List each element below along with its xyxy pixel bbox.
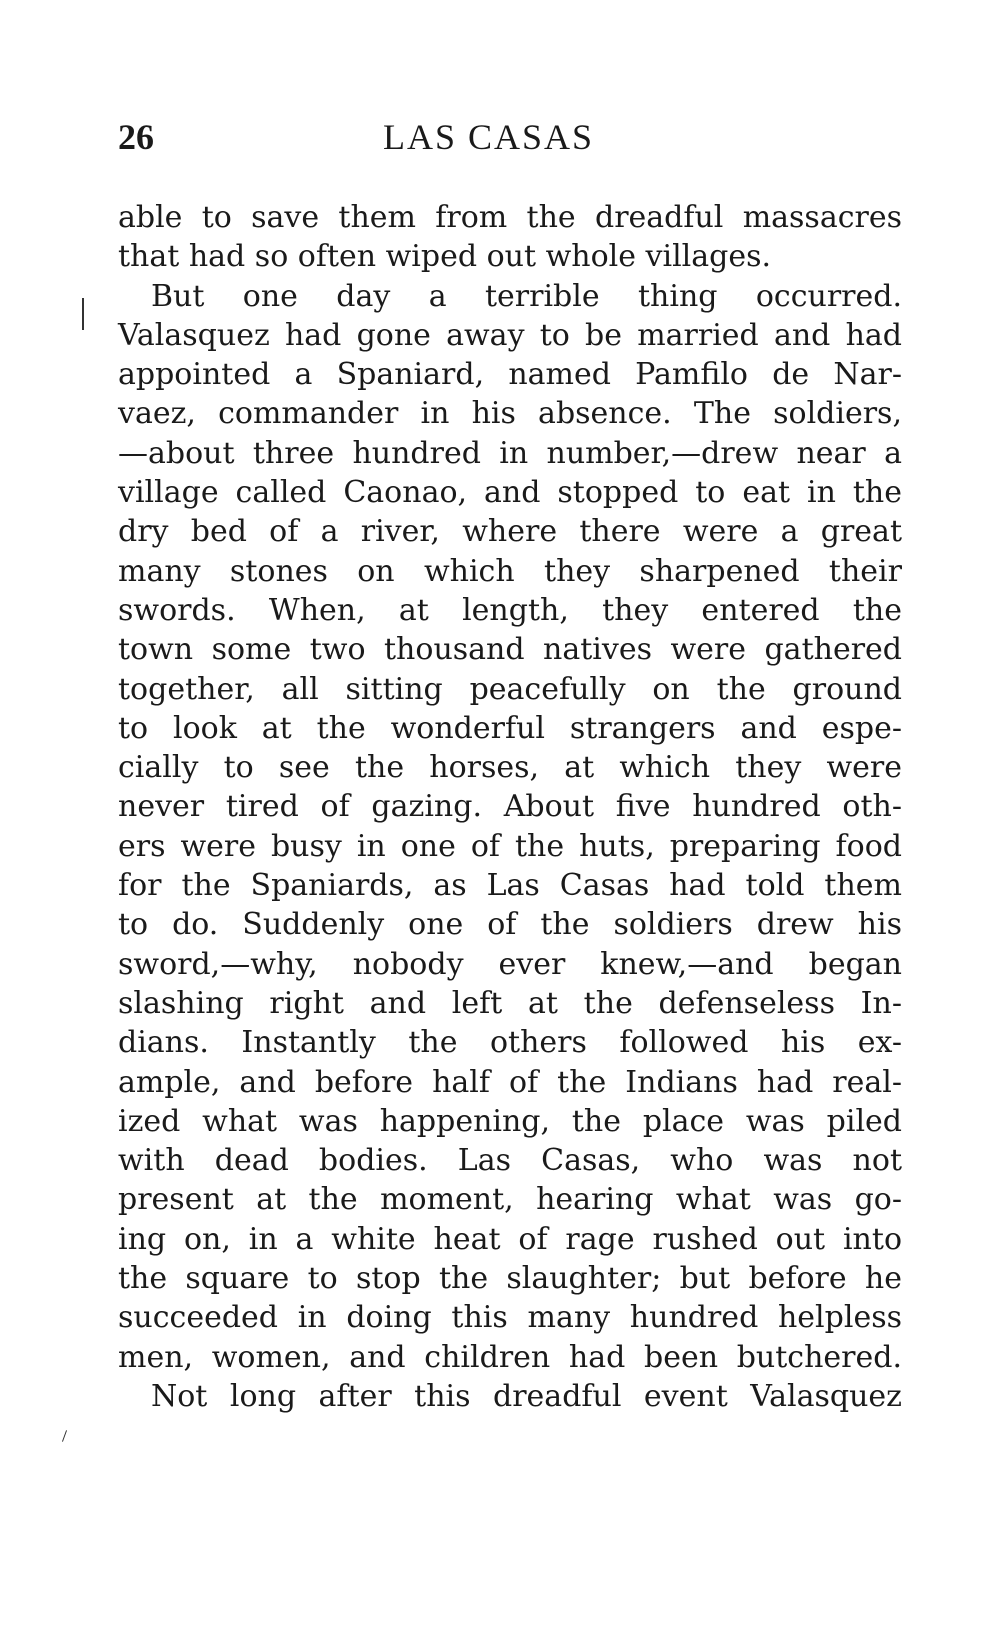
text-line: for the Spaniards, as Las Casas had told them <box>118 868 902 904</box>
text-line: swords. When, at length, they entered the <box>118 592 902 628</box>
text-line: present at the moment, hearing what was go- <box>118 1182 902 1218</box>
text-line: —about three hundred in number,—drew near a <box>118 435 902 471</box>
text-line: many stones on which they sharpened their <box>118 553 902 589</box>
text-line: ing on, in a white heat of rage rushed out into <box>118 1221 902 1257</box>
text-line: ized what was happening, the place was piled <box>118 1103 902 1139</box>
text-line: dians. Instantly the others followed his ex- <box>118 1025 902 1061</box>
text-line: town some two thousand natives were gathered <box>118 632 902 668</box>
page-number: 26 <box>118 117 154 157</box>
text-line: with dead bodies. Las Casas, who was not <box>118 1143 902 1179</box>
text-line: cially to see the horses, at which they were <box>118 750 902 786</box>
scan-mark <box>62 1430 67 1442</box>
text-line: that had so often wiped out whole villages. <box>118 239 772 275</box>
text-line: ample, and before half of the Indians had real- <box>118 1064 902 1100</box>
text-line: men, women, and children had been butchered. <box>118 1339 902 1375</box>
body-text <box>118 198 902 1416</box>
text-line: never tired of gazing. About five hundred oth- <box>118 789 902 825</box>
text-line: Not long after this dreadful event Valasquez <box>151 1378 902 1414</box>
text-line: vaez, commander in his absence. The soldiers, <box>118 396 902 432</box>
text-line: ers were busy in one of the huts, preparing food <box>118 828 902 864</box>
running-title: LAS CASAS <box>383 117 595 157</box>
scan-mark <box>82 298 84 330</box>
text-line: sword,—why, nobody ever knew,—and began <box>118 946 902 982</box>
page-header <box>118 116 902 176</box>
text-line: dry bed of a river, where there were a great <box>118 514 902 550</box>
text-line: the square to stop the slaughter; but before he <box>118 1261 902 1297</box>
text-line: But one day a terrible thing occurred. <box>151 278 902 314</box>
text-line: to do. Suddenly one of the soldiers drew his <box>118 907 902 943</box>
text-line: able to save them from the dreadful massacres <box>118 200 902 235</box>
text-line: to look at the wonderful strangers and espe- <box>118 710 902 746</box>
text-line: slashing right and left at the defenseless In- <box>118 985 902 1021</box>
text-line: appointed a Spaniard, named Pamfilo de Nar- <box>118 357 902 393</box>
text-line: village called Caonao, and stopped to eat in the <box>118 475 902 511</box>
text-line: succeeded in doing this many hundred helpless <box>118 1300 902 1336</box>
text-line: Valasquez had gone away to be married and had <box>118 317 902 353</box>
text-line: together, all sitting peacefully on the ground <box>118 671 902 707</box>
